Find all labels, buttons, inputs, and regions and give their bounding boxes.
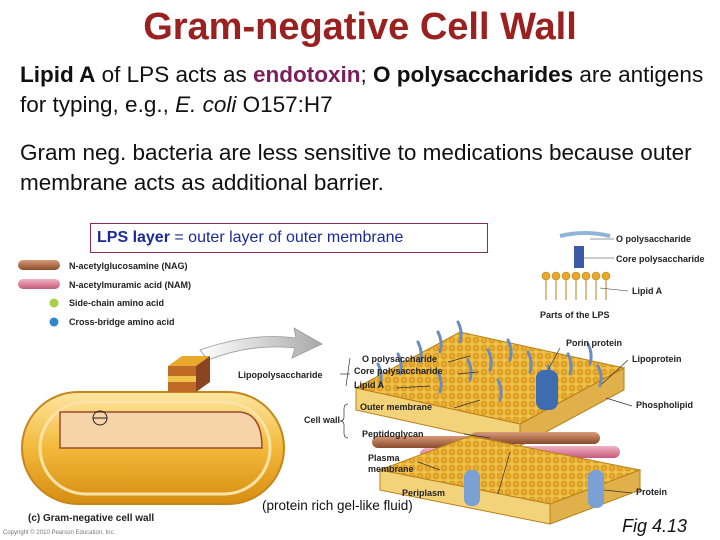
legend bbox=[18, 260, 191, 327]
legend-side-chain: Side-chain amino acid bbox=[69, 298, 165, 308]
label-o-polysaccharide: O polysaccharide bbox=[362, 354, 438, 364]
legend-nam: N-acetylmuramic acid (NAM) bbox=[69, 280, 192, 290]
legend-cross-bridge: Cross-bridge amino acid bbox=[69, 317, 175, 327]
label-core-polysaccharide: Core polysaccharide bbox=[354, 366, 443, 376]
membrane-protein bbox=[464, 470, 480, 506]
lps-definition-box bbox=[90, 223, 488, 253]
bacterium-illustration bbox=[22, 392, 284, 504]
inset-caption: Parts of the LPS bbox=[540, 310, 610, 320]
panel-label: (c) Gram-negative cell wall bbox=[28, 513, 155, 524]
label-lipopolysaccharide: Lipopolysaccharide bbox=[238, 370, 323, 380]
label-protein: Protein bbox=[636, 487, 668, 497]
paragraph-sensitivity: Gram neg. bacteria are less sensitive to medications because outer membrane acts as additional barrier. bbox=[20, 140, 692, 195]
legend-nag: N-acetylglucosamine (NAG) bbox=[69, 261, 188, 271]
para1-text-4: O157:H7 bbox=[236, 92, 333, 117]
label-lipid-a: Lipid A bbox=[354, 380, 385, 390]
o-polysaccharides-term: O polysaccharides bbox=[373, 62, 574, 87]
porin-protein bbox=[536, 370, 558, 410]
figure-number: Fig 4.13 bbox=[622, 516, 688, 536]
slide-title: Gram-negative Cell Wall bbox=[143, 6, 577, 48]
label-phospholipid: Phospholipid bbox=[636, 400, 693, 410]
cross-bridge-swatch bbox=[50, 318, 59, 327]
side-chain-swatch bbox=[50, 299, 59, 308]
inset-o-poly-label: O polysaccharide bbox=[616, 234, 692, 244]
lps-parts-inset bbox=[540, 233, 705, 320]
label-outer-membrane: Outer membrane bbox=[360, 402, 433, 412]
nag-swatch bbox=[18, 260, 60, 270]
wall-sample bbox=[168, 356, 210, 392]
copyright-notice: Copyright © 2010 Pearson Education, Inc. bbox=[3, 530, 116, 536]
periplasm-caption: (protein rich gel-like fluid) bbox=[262, 498, 413, 513]
label-porin: Porin protein bbox=[566, 338, 622, 348]
label-cell-wall: Cell wall bbox=[304, 415, 341, 425]
label-lipoprotein: Lipoprotein bbox=[632, 354, 682, 364]
label-plasma-membrane-2: membrane bbox=[368, 464, 414, 474]
endotoxin-term: endotoxin bbox=[252, 62, 361, 87]
inset-lipid-a-label: Lipid A bbox=[632, 286, 663, 296]
lps-layer-definition: = outer layer of outer membrane bbox=[169, 229, 404, 246]
lipid-a-term: Lipid A bbox=[20, 62, 96, 87]
para1-text-3: are antigens for typing, e.g., bbox=[20, 62, 704, 117]
lps-layer-term: LPS layer bbox=[97, 229, 170, 246]
label-peptidoglycan: Peptidoglycan bbox=[362, 429, 424, 439]
inset-core-poly-label: Core polysaccharide bbox=[616, 254, 705, 264]
nam-swatch bbox=[18, 279, 60, 289]
cutaway-section bbox=[60, 412, 262, 448]
ecoli-term: E. coli bbox=[175, 92, 237, 117]
para1-text-1: of LPS acts as bbox=[95, 62, 253, 87]
para1-text-2: ; bbox=[360, 62, 373, 87]
label-periplasm: Periplasm bbox=[402, 488, 446, 498]
zoom-arrow bbox=[200, 328, 322, 360]
label-plasma-membrane-1: Plasma bbox=[368, 453, 400, 463]
